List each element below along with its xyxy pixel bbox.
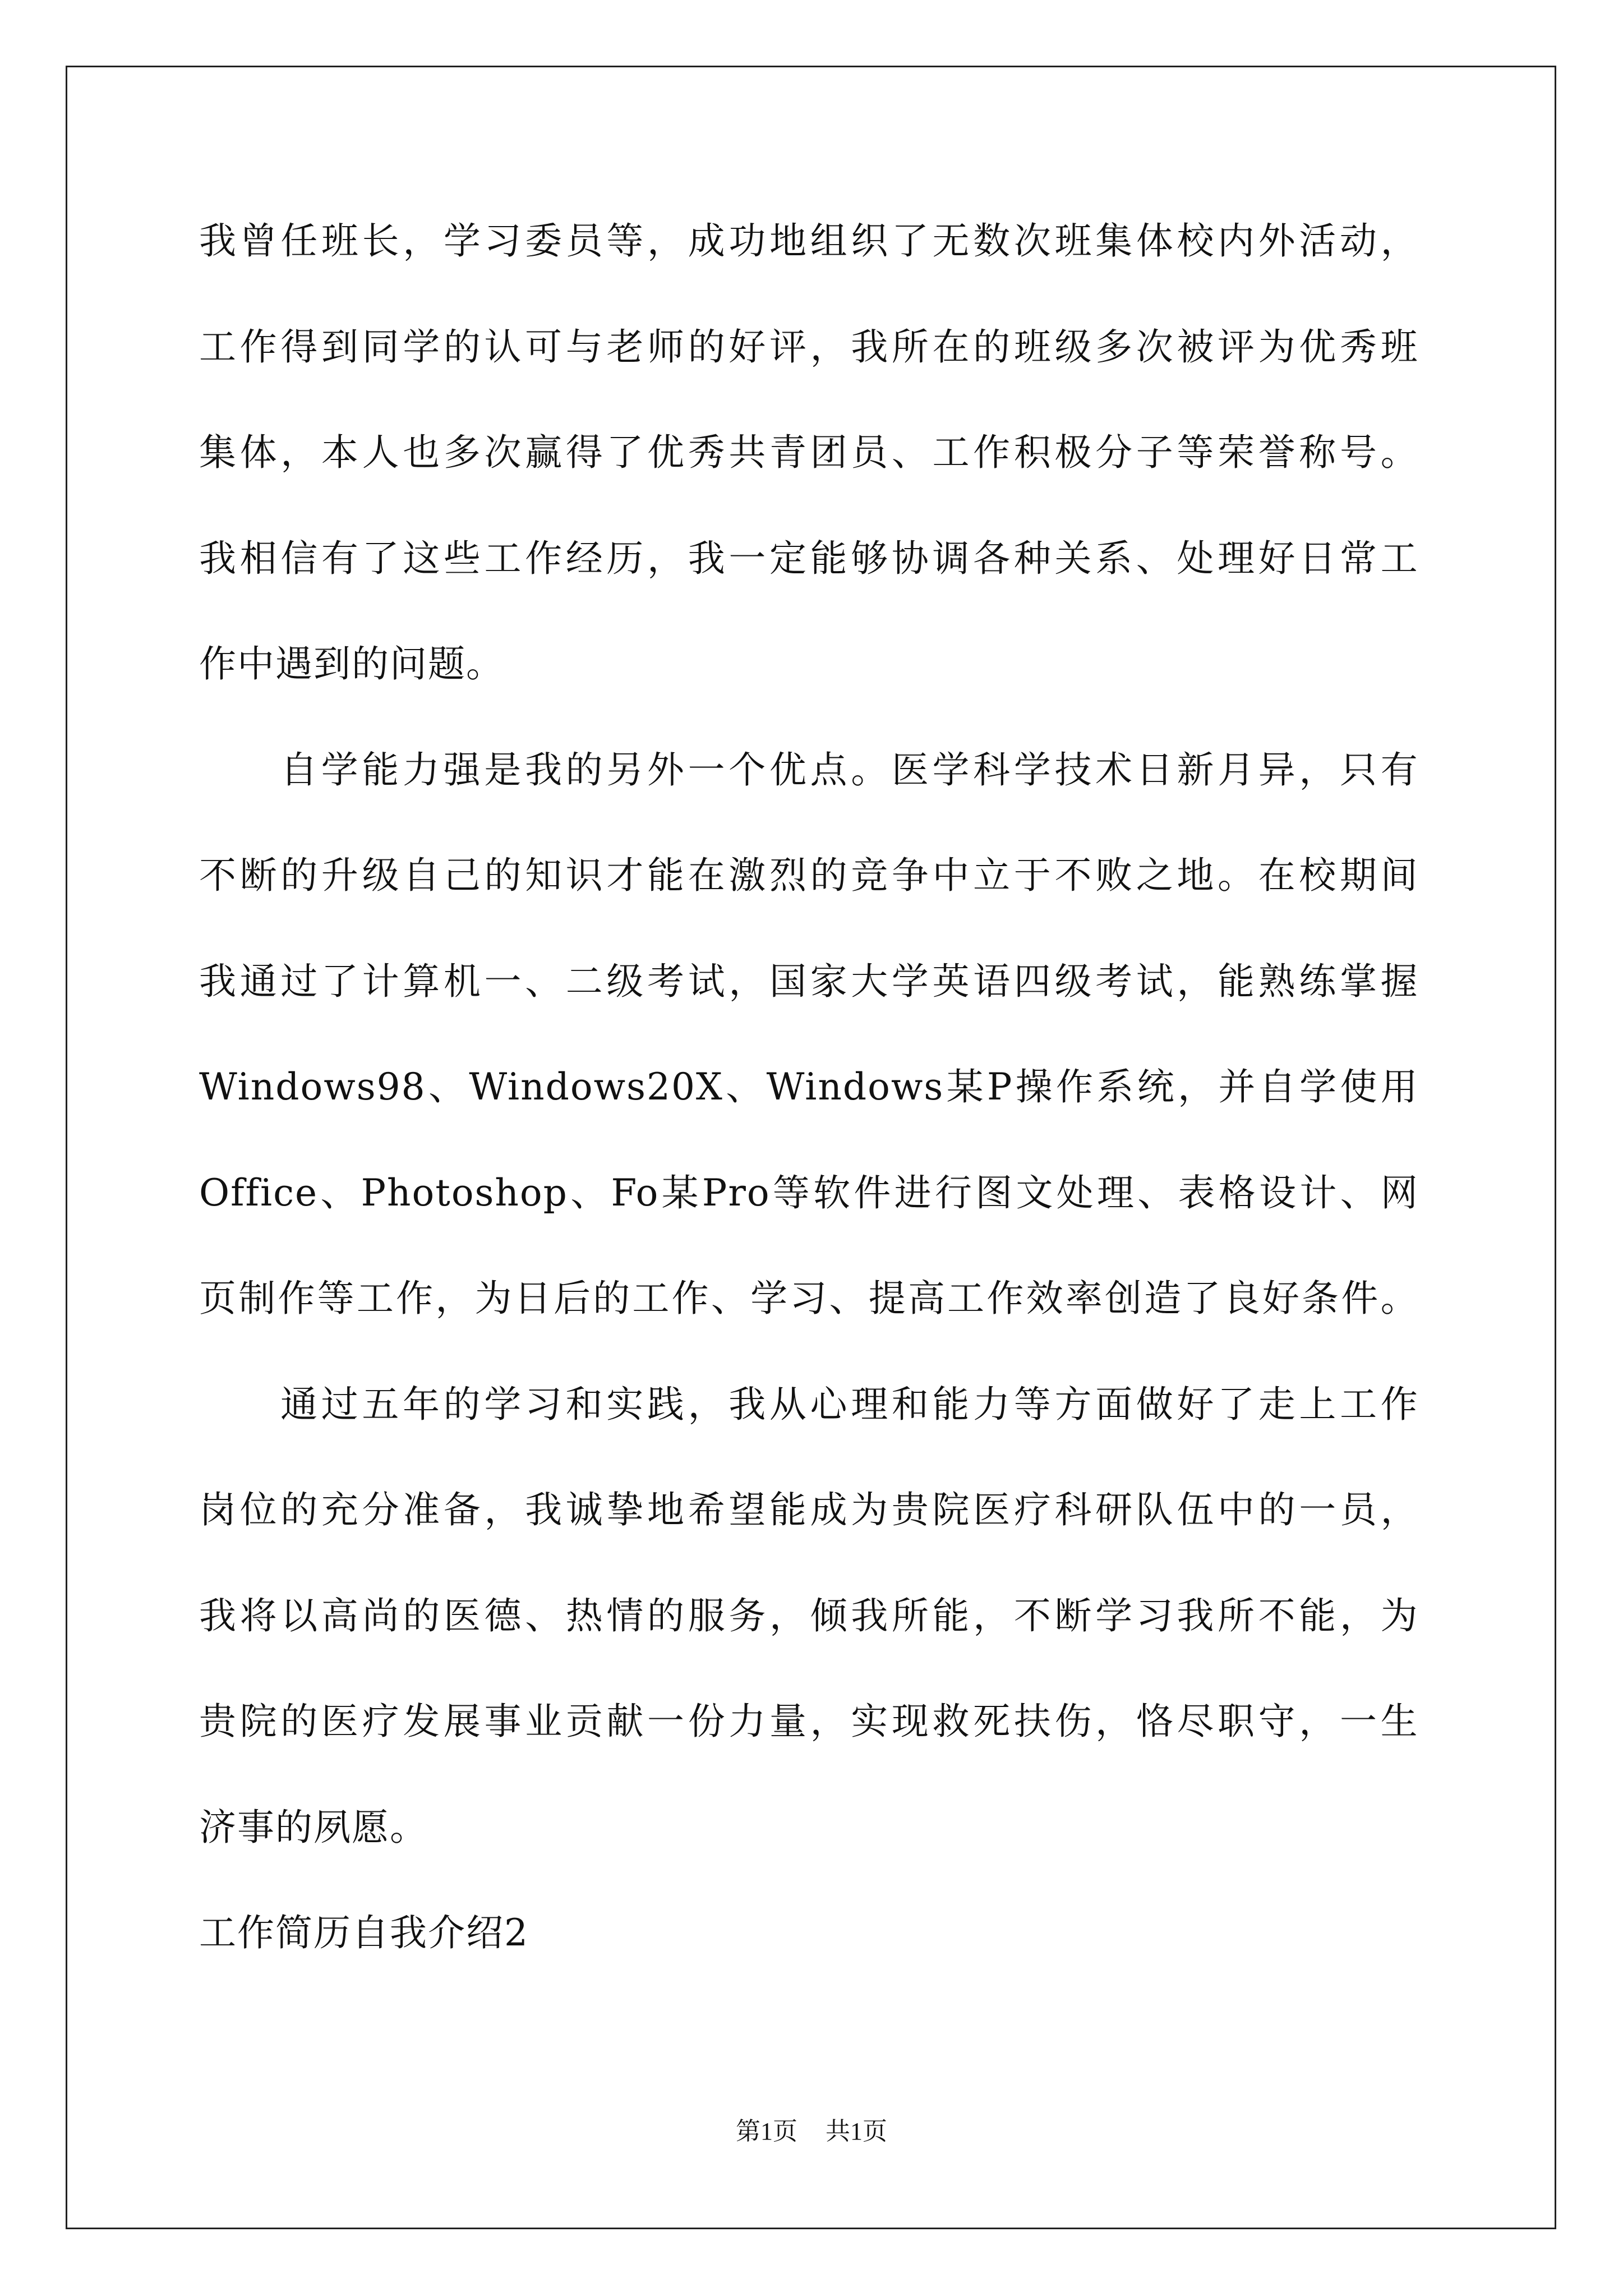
page-number-label: 第1页 <box>736 2118 797 2145</box>
paragraph-2-line-3: 我 通 过 了 计 算 机 一 、 二 级 考 试 ， 国 家 大 学 英 语 四 级 考 试 ， 能 熟 练 掌 握 <box>199 960 1419 1003</box>
paragraph-1-line-2: 工 作 得 到 同 学 的 认 可 与 老 师 的 好 评 ， 我 所 在 的 班 级 多 次 被 评 为 优 秀 班 <box>199 325 1419 369</box>
paragraph-1-line-4: 我 相 信 有 了 这 些 工 作 经 历 ， 我 一 定 能 够 协 调 各 种 关 系 、 处 理 好 日 常 工 <box>199 537 1419 580</box>
paragraph-1-line-1: 我 曾 任 班 长 ， 学 习 委 员 等 ， 成 功 地 组 织 了 无 数 次 班 集 体 校 内 外 活 动 ， <box>199 219 1419 263</box>
paragraph-1-line-3: 集 体 ， 本 人 也 多 次 赢 得 了 优 秀 共 青 团 员 、 工 作 积 极 分 子 等 荣 誉 称 号 。 <box>199 431 1419 474</box>
paragraph-3-line-4: 贵 院 的 医 疗 发 展 事 业 贡 献 一 份 力 量 ， 实 现 救 死 扶 伤 ， 恪 尽 职 守 ， 一 生 <box>199 1700 1419 1743</box>
section-heading: 工作简历自我介绍2 <box>199 1911 529 1954</box>
paragraph-2-line-4: Windows98 、 Windows20X 、 Windows 某 P 操 作 系 统 ， 并 自 学 使 用 <box>199 1065 1419 1108</box>
paragraph-1-line-5: 作中遇到的问题。 <box>199 642 504 685</box>
page-border <box>66 66 1556 2229</box>
paragraph-2-line-1: 自 学 能 力 强 是 我 的 另 外 一 个 优 点 。 医 学 科 学 技 术 日 新 月 异 ， 只 有 <box>280 748 1419 792</box>
paragraph-3-line-1: 通 过 五 年 的 学 习 和 实 践 ， 我 从 心 理 和 能 力 等 方 面 做 好 了 走 上 工 作 <box>280 1383 1419 1426</box>
paragraph-3-line-5: 济事的夙愿。 <box>199 1806 428 1849</box>
paragraph-3-line-3: 我 将 以 高 尚 的 医 德 、 热 情 的 服 务 ， 倾 我 所 能 ， 不 断 学 习 我 所 不 能 ， 为 <box>199 1594 1419 1637</box>
paragraph-2-line-6: 页 制 作 等 工 作 ， 为 日 后 的 工 作 、 学 习 、 提 高 工 作 效 率 创 造 了 良 好 条 件 。 <box>199 1277 1419 1320</box>
paragraph-3-line-2: 岗 位 的 充 分 准 备 ， 我 诚 挚 地 希 望 能 成 为 贵 院 医 疗 科 研 队 伍 中 的 一 员 ， <box>199 1488 1419 1531</box>
total-pages-label: 共1页 <box>826 2118 887 2145</box>
paragraph-2-line-5: Office 、 Photoshop 、 Fo 某 Pro 等 软 件 进 行 图 文 处 理 、 表 格 设 计 、 网 <box>199 1171 1419 1214</box>
paragraph-2-line-2: 不 断 的 升 级 自 己 的 知 识 才 能 在 激 烈 的 竞 争 中 立 于 不 败 之 地 。 在 校 期 间 <box>199 854 1419 897</box>
page-footer <box>0 2116 1623 2147</box>
